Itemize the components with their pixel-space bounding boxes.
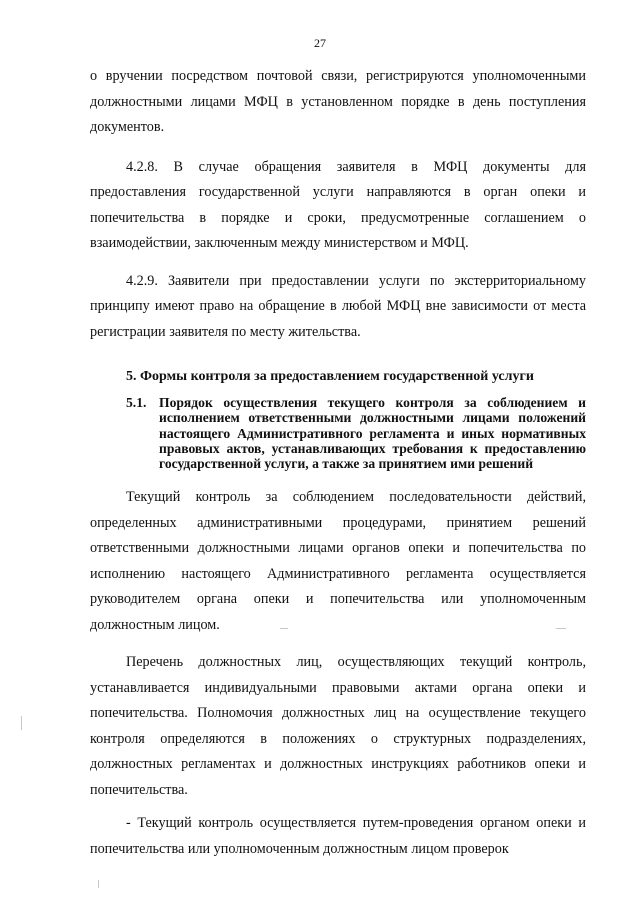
paragraph-current-control: Текущий контроль за соблюдением последовательности действий, определенных административными процедурами, принятием решений ответственными должностными лицами органов опеки и попечительства по исполнению настоящего Административного регламента осуществляется руководителем органа опеки и попечительства или уполномоченным должностным лицом. [90, 489, 586, 633]
paragraph-4-2-9: 4.2.9. Заявители при предоставлении услуги по экстерриториальному принципу имеют право на обращение в любой МФЦ вне зависимости от места регистрации заявителя по месту жительства. [90, 272, 586, 340]
paragraph-control-method: - Текущий контроль осуществляется путем-проведения органом опеки и попечительства или уполномоченным должностным лицом проверок [90, 815, 586, 857]
subsection-heading [126, 395, 586, 471]
scan-artifact-mark [556, 628, 566, 629]
page-content [90, 64, 586, 862]
paragraph-4-2-8: 4.2.8. В случае обращения заявителя в МФЦ документы для предоставления государственной услуги направляются в орган опеки и попечительства в порядке и сроки, предусмотренные соглашением о взаимодействии, заключенным между министерством и МФЦ. [90, 158, 586, 251]
section-heading: 5. Формы контроля за предоставлением государственной услуги [126, 369, 534, 384]
scan-artifact-mark [280, 628, 288, 629]
page-number: 27 [314, 36, 326, 50]
paragraph-officials-list: Перечень должностных лиц, осуществляющих текущий контроль, устанавливается индивидуальными правовыми актами органа опеки и попечительства. Полномочия должностных лиц на осуществление текущего контроля определяются в положениях о структурных подразделениях, должностных регламентах и должностных инструкциях работников опеки и попечительства. [90, 654, 586, 798]
paragraph-continuation: о вручении посредством почтовой связи, регистрируются уполномоченными должностными лицами МФЦ в установленном порядке в день поступления документов. [90, 68, 586, 135]
subsection-title: Порядок осуществления текущего контроля за соблюдением и исполнением ответственными должностными лицами положений настоящего Административного регламента и иных нормативных правовых актов, устанавливающих требования к предоставлению государственной услуги, а также за принятием ими решений [159, 395, 586, 472]
scan-artifact-mark [98, 880, 99, 888]
subsection-number: 5.1. [126, 395, 147, 410]
scan-artifact-mark [21, 716, 22, 730]
